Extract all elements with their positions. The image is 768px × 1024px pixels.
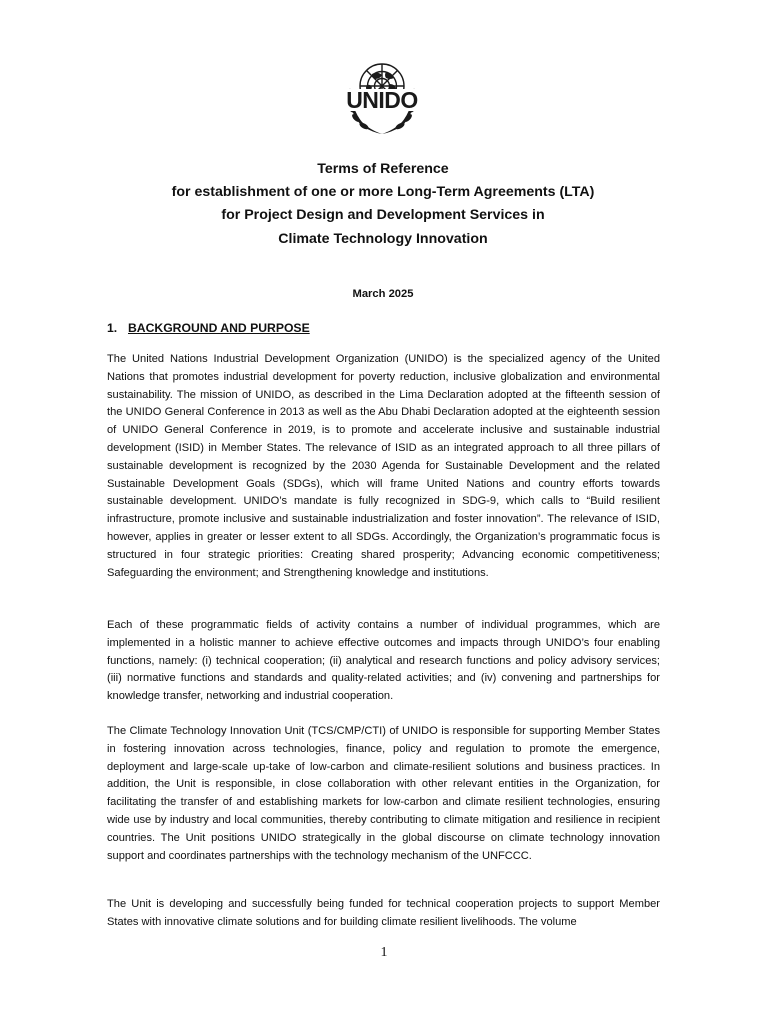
document-date: March 2025 — [352, 288, 414, 300]
paragraph: The Unit is developing and successfully being funded for technical cooperation projects to support Member States with innovative climate solutions and for building climate resilient livelihoods. The volume — [107, 898, 660, 928]
title-line: Climate Technology Innovation — [278, 230, 488, 247]
paragraph: The Climate Technology Innovation Unit (TCS/CMP/CTI) of UNIDO is responsible for supporting Member States in fostering innovation across technologies, finance, policy and regulation to promote the emergence, deployment and large-scale up-take of low-carbon and climate-resilient solutions and business practices. In addition, the Unit is responsible, in close collaboration with other relevant entities in the Organization, for facilitating the transfer of and establishing markets for low-carbon and climate resilient technologies, ensuring wide use by industry and local communities, thereby contributing to climate mitigation and resilience in recipient countries. The Unit positions UNIDO strategically in the global discourse on climate technology innovation support and coordinates partnerships with the technology mechanism of the UNFCCC. — [107, 725, 660, 862]
section-number: 1. — [107, 321, 118, 335]
title-line: for establishment of one or more Long-Term Agreements (LTA) — [171, 184, 595, 201]
paragraph: The United Nations Industrial Development Organization (UNIDO) is the specialized agency of the United Nations that promotes industrial development for poverty reduction, inclusive globalization and environmental sustainability. The mission of UNIDO, as described in the Lima Declaration adopted at the fifteenth session of the UNIDO General Conference in 2013 as well as the Abu Dhabi Declaration adopted at the eighteenth session of UNIDO General Conference in 2019, is to promote and accelerate inclusive and sustainable industrial development (ISID) in Member States. The relevance of ISID as an integrated approach to all three pillars of sustainable development is recognized by the 2030 Agenda for Sustainable Development and the related Sustainable Development Goals (SDGs), which will frame United Nations and country efforts towards sustainable development. UNIDO’s mandate is fully recognized in SDG-9, which calls to “Build resilient infrastructure, promote inclusive and sustainable industrialization and foster innovation”. The relevance of ISID, however, applies in greater or lesser extent to all SDGs. Accordingly, the Organization’s programmatic focus is structured in four strategic priorities: Creating shared prosperity; Advancing economic competitiveness; Safeguarding the environment; and Strengthening knowledge and institutions. — [107, 353, 660, 579]
section-title: BACKGROUND AND PURPOSE — [128, 321, 310, 335]
unido-logo — [336, 58, 428, 144]
title-line: for Project Design and Development Services in — [221, 207, 545, 224]
section-heading — [107, 320, 310, 336]
paragraph: Each of these programmatic fields of activity contains a number of individual programmes, which are implemented in a holistic manner to achieve effective outcomes and impacts through UNIDO’s four enabling functions, namely: (i) technical cooperation; (ii) analytical and research functions and policy advisory services; (iii) normative functions and standards and quality-related activities; and (iv) convening and partnerships for knowledge transfer, networking and industrial cooperation. — [107, 619, 660, 703]
title-line: Terms of Reference — [317, 161, 449, 177]
logo-wordmark: UNIDO — [346, 87, 418, 113]
document-title — [100, 158, 666, 251]
page-number: 1 — [380, 945, 388, 960]
